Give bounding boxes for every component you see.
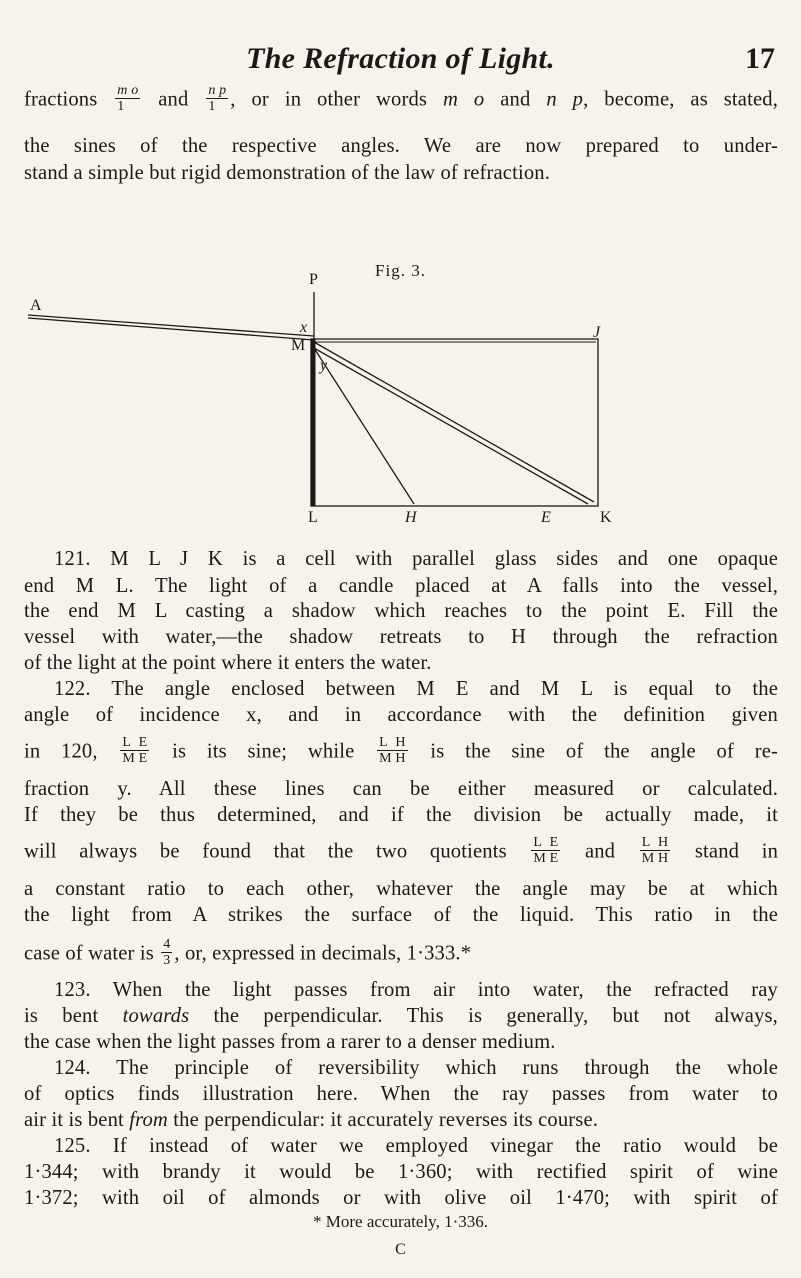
p122-line-7: a constant ratio to each other, whatever the angle may be at which bbox=[24, 878, 778, 900]
p122-line-6: will always be found that the two quotients $\frac{\text{L E}}{\text{M E}}$ and $\frac{\text{L H}}{\text{M H}}$ stand in bbox=[24, 835, 779, 866]
p124-line-1: 124. The principle of reversibility which runs through the whole bbox=[54, 1057, 778, 1079]
fraction-le-over-me-2: $\frac{\text{L E}}{\text{M E}}$ bbox=[533, 835, 559, 866]
p124-line-3: air it is bent from the perpendicular: it accurately reverses its course. bbox=[24, 1109, 599, 1131]
figure-3-diagram bbox=[0, 270, 801, 526]
p125-line-1: 125. If instead of water we employed vinegar the ratio would be bbox=[54, 1135, 778, 1157]
fraction-np-over-1: $\frac{\text{n p}}{1}$ bbox=[208, 83, 227, 114]
signature-mark: C bbox=[395, 1241, 406, 1258]
footnote: * More accurately, 1·336. bbox=[313, 1212, 488, 1231]
p122-line-9: case of water is $\frac{4}{3}$ , or, expressed in decimals, 1·333.* bbox=[24, 937, 472, 968]
page-header bbox=[0, 42, 801, 82]
p122-line-1: 122. The angle enclosed between M E and M L is equal to the bbox=[54, 678, 778, 700]
intro-line-2: the sines of the respective angles. We are now prepared to under- bbox=[24, 135, 778, 157]
p122-line-2: angle of incidence x, and in accordance with the definition given bbox=[24, 704, 778, 726]
label-h: H bbox=[405, 509, 417, 526]
ray-to-h bbox=[314, 348, 414, 504]
ray-to-e-lower bbox=[314, 348, 588, 504]
page-number: 17 bbox=[745, 42, 775, 75]
incident-ray-upper bbox=[28, 315, 314, 336]
label-x: x bbox=[300, 319, 308, 336]
p123-line-3: the case when the light passes from a rarer to a denser medium. bbox=[24, 1031, 556, 1053]
p121-line-1: 121. M L J K is a cell with parallel glass sides and one opaque bbox=[54, 548, 778, 570]
p121-line-5: of the light at the point where it enters the water. bbox=[24, 652, 432, 674]
p123-line-2: is bent towards the perpendicular. This is generally, but not always, bbox=[24, 1005, 778, 1027]
fraction-4-over-3: $\frac{4}{3}$ bbox=[163, 937, 171, 968]
p122-line-3: in 120, $\frac{\text{L E}}{\text{M E}}$ is its sine; while $\frac{\text{L H}}{\text{M H}}$ is the sine of the angle of re- bbox=[24, 735, 778, 766]
refraction-diagram-svg bbox=[0, 270, 801, 520]
p121-line-4: vessel with water,—the shadow retreats to H through the refraction bbox=[24, 626, 778, 648]
label-m: M bbox=[291, 337, 306, 354]
figure-caption: Fig. 3. bbox=[375, 261, 426, 280]
ray-to-e bbox=[314, 342, 594, 502]
label-j: J bbox=[593, 324, 601, 341]
intro-line-3: stand a simple but rigid demonstration of the law of refraction. bbox=[24, 162, 551, 184]
p122-line-4: fraction y. All these lines can be either measured or calculated. bbox=[24, 778, 778, 800]
fraction-lh-over-mh: $\frac{\text{L H}}{\text{M H}}$ bbox=[379, 735, 406, 766]
p125-line-2: 1·344; with brandy it would be 1·360; with rectified spirit of wine bbox=[24, 1161, 778, 1183]
p124-line-2: of optics finds illustration here. When the ray passes from water to bbox=[24, 1083, 778, 1105]
p122-line-8: the light from A strikes the surface of the liquid. This ratio in the bbox=[24, 904, 778, 926]
fraction-mo-over-1: $\frac{\text{m o}}{1}$ bbox=[117, 83, 139, 114]
label-e: E bbox=[541, 509, 551, 526]
fraction-le-over-me: $\frac{\text{L E}}{\text{M E}}$ bbox=[122, 735, 148, 766]
label-p: P bbox=[309, 271, 318, 288]
incident-ray-lower bbox=[28, 318, 314, 340]
p123-line-1: 123. When the light passes from air into water, the refracted ray bbox=[54, 979, 778, 1001]
label-l: L bbox=[308, 509, 318, 526]
intro-line-1: fractions $\frac{\text{m o}}{1}$ and $\frac{\text{n p}}{1}$ , or in other words m o and n p, become, as stated, bbox=[24, 83, 779, 114]
p125-line-3: 1·372; with oil of almonds or with olive oil 1·470; with spirit of bbox=[24, 1187, 778, 1209]
running-title: The Refraction of Light. bbox=[246, 42, 555, 75]
fraction-lh-over-mh-2: $\frac{\text{L H}}{\text{M H}}$ bbox=[641, 835, 669, 866]
label-k: K bbox=[600, 509, 612, 526]
label-a: A bbox=[30, 297, 42, 314]
p121-line-2: end M L. The light of a candle placed at A falls into the vessel, bbox=[24, 575, 778, 597]
p122-line-5: If they be thus determined, and if the division be actually made, it bbox=[24, 804, 778, 826]
label-y: y bbox=[320, 357, 328, 374]
p121-line-3: the end M L casting a shadow which reaches to the point E. Fill the bbox=[24, 600, 778, 622]
